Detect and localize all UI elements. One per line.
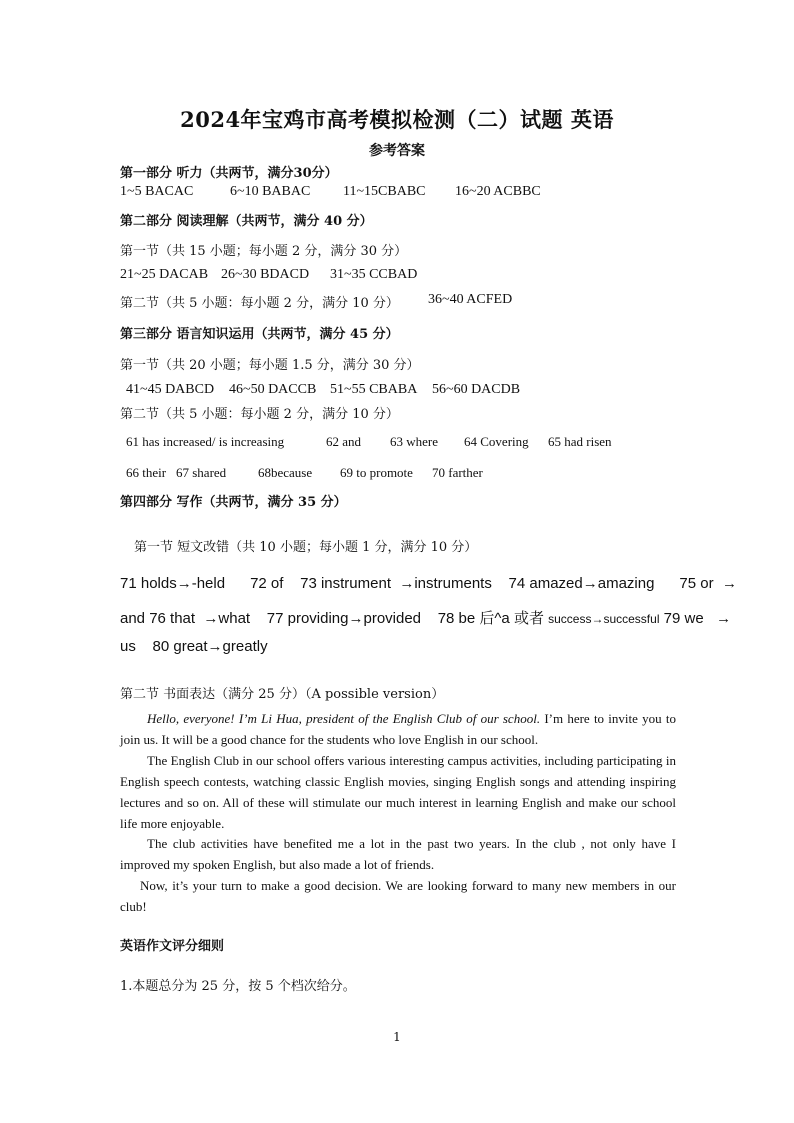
answer-item: 64 Covering: [464, 434, 529, 449]
part2-sec1-answers: [120, 267, 417, 283]
part3-sec1-answers: [126, 382, 520, 398]
part1-heading: 第一部分 听力（共两节，满分30分）: [120, 166, 338, 181]
answer-item: 68because: [258, 465, 313, 480]
correction-line-3: us 80 great→greatly: [120, 638, 268, 655]
answer-group: 56~60 DACDB: [432, 382, 521, 397]
essay-paragraph-2: The English Club in our school offers various interesting campus activities, including participating in English speech contests, watching classic English movies, singing English songs and attending inspiring lectures and so on. All of these will stimulate our much interest in learning English and make our school life more enjoyable.: [120, 753, 676, 831]
part2-heading: 第二部分 阅读理解（共两节，满分 40 分）: [120, 214, 373, 229]
correction-line-1: 71 holds→-held 72 of 73 instrument →instruments 74 amazed→amazing 75 or →: [120, 575, 737, 592]
essay-paragraph-4: Now, it’s your turn to make a good decision. We are looking forward to many new members in our club!: [120, 878, 676, 914]
part4-sec1-heading: 第一节 短文改错（共 10 小题；每小题 1 分，满分 10 分）: [134, 540, 478, 555]
part3-sec2-row2: [126, 465, 483, 481]
part4-sec2-heading: 第二节 书面表达（满分 25 分）（A possible version）: [120, 687, 445, 702]
correction-line-2: [120, 607, 731, 628]
essay-paragraph-3: The club activities have benefited me a lot in the past two years. In the club , not only have I improved my spoken English, but also made a lot of friends.: [120, 836, 676, 872]
correction-segment: and 76 that →what 77 providing→provided 78 be 后^a 或者: [120, 610, 549, 627]
answer-item: 65 had risen: [548, 434, 612, 449]
answer-item: 70 farther: [432, 465, 483, 480]
part2-sec1-heading: 第一节（共 15 小题；每小题 2 分，满分 30 分）: [120, 244, 408, 259]
part2-sec2-answer: 36~40 ACFED: [428, 292, 513, 307]
part2-sec2-heading: 第二节（共 5 小题：每小题 2 分，满分 10 分）: [120, 296, 399, 311]
answer-item: 69 to promote: [340, 465, 413, 480]
essay-greeting: Hello, everyone! I’m Li Hua, president of the English Club of our school.: [147, 711, 541, 726]
answer-group: 51~55 CBABA: [330, 382, 418, 397]
part3-heading: 第三部分 语言知识运用（共两节，满分 45 分）: [120, 327, 399, 342]
part1-answers: [120, 184, 541, 200]
answer-group: 16~20 ACBBC: [455, 184, 541, 199]
answer-group: 6~10 BABAC: [230, 184, 311, 199]
correction-segment: success→successful: [548, 612, 660, 626]
answer-item: 62 and: [326, 434, 362, 449]
page-title: 2024年宝鸡市高考模拟检测（二）试题 英语: [180, 107, 614, 132]
part3-sec2-row1: [126, 434, 612, 450]
answer-item: 67 shared: [176, 465, 227, 480]
page-number: 1: [393, 1030, 401, 1044]
essay-paragraph-1: [120, 708, 676, 750]
answer-group: 46~50 DACCB: [229, 382, 317, 397]
scoring-item-1: 1.本题总分为 25 分，按 5 个档次给分。: [120, 979, 356, 994]
answer-group: 21~25 DACAB: [120, 267, 209, 282]
part3-sec1-heading: 第一节（共 20 小题；每小题 1.5 分，满分 30 分）: [120, 358, 420, 373]
page-subtitle: 参考答案: [369, 143, 425, 159]
scoring-heading: 英语作文评分细则: [120, 939, 225, 954]
answer-group: 41~45 DABCD: [126, 382, 215, 397]
correction-segment: 79 we →: [659, 610, 732, 627]
answer-group: 26~30 BDACD: [221, 267, 310, 282]
answer-item: 66 their: [126, 465, 167, 480]
part4-heading: 第四部分 写作（共两节，满分 35 分）: [120, 495, 347, 510]
answer-group: 11~15CBABC: [343, 184, 426, 199]
part3-sec2-heading: 第二节（共 5 小题：每小题 2 分，满分 10 分）: [120, 407, 399, 422]
essay-text: I’m here to invite you to join us. It will be a good chance for the students who love English in our school.: [120, 711, 676, 747]
answer-item: 63 where: [390, 434, 439, 449]
answer-group: 1~5 BACAC: [120, 184, 194, 199]
answer-group: 31~35 CCBAD: [330, 267, 418, 282]
answer-item: 61 has increased/ is increasing: [126, 434, 285, 449]
